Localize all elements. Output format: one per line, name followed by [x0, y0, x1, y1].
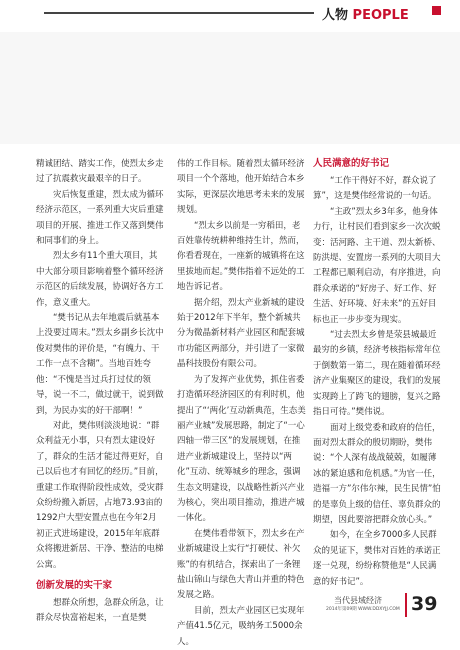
section-heading: 人民满意的好书记 — [313, 158, 390, 169]
paragraph: “过去烈太乡曾是荥县城最近最穷的乡镇，经济考核指标常年位于倒数第一第二，现在随着循环经济产业集聚区的建设，我们的发展实现跨上了跨飞的翅膀，复兴之路指日可待。”樊伟说。 — [313, 330, 441, 418]
header-photo — [0, 32, 460, 144]
paragraph: 面对上级党委和政府的信任，面对烈太群众的殷切期盼，樊伟说：“个人深有战战兢兢，如履薄冰的紧迫感和危机感。”为官一任，造福一方”尔伟尔辣，民生民情”怕的是辜负上级的信任、辜负群众的期望，因此要溶把群众放心头。” — [313, 422, 441, 525]
paragraph: 在樊伟看带领下，烈太乡在产业新城建设上实行“打硬仗、补欠账”的有机结合，探索出了一条锂盐山锦山与绿色大青山并重的特色发展之路。 — [177, 528, 305, 601]
page-number-bar — [405, 593, 407, 617]
paragraph: 对此，樊伟则淡淡地说：“群众利益无小事，只有烈太建设好了，群众的生活才能过得更好，自己以后也才有回忆的经历。”目前，重建工作取得阶段性成效，受灾群众纷纷搬入新居，占地73.93亩的1292户大型安置点也在今年2月初正式进场建设，2015年年底群众将搬进新居、干净、整洁的电梯公寓。 — [36, 420, 164, 570]
paragraph: 目前，烈太产业园区已实现年产值41.5亿元，吸纳务工5000余人。 — [177, 605, 305, 647]
section-heading: 创新发展的实干家 — [36, 579, 113, 591]
magazine-issue: 2014年第09期 WWW.DDXYJJ.COM — [326, 607, 400, 612]
paragraph: 烈太乡有11个重大项目，其中大部分项目影响着整个循环经济示范区的后续发展，协调好各方工作，意义重大。 — [36, 251, 164, 308]
header-rule — [44, 12, 314, 14]
paragraph: 精诚团结、踏实工作，使烈太乡走过了抗震救灾最艰辛的日子。 — [36, 159, 164, 185]
paragraph: “工作干得好不好，群众说了算”，这是樊伟经常说的一句话。 — [313, 176, 437, 202]
paragraph: 伟的工作目标。随着烈太循环经济项目一个个落地，他开始结合本乡实际，更深层次地思考未来的发展规划。 — [177, 159, 305, 216]
paragraph: 为了发挥产业优势，抓住省委打造循环经济园区的有利时机，他提出了“‘两化’互动新典范，生态美丽产业城”发展思路，制定了“一心四轴一带三区”的发展规划，在推进产业新城建设上，坚持以“两化”互动、统筹城乡的理念，强调生态文明建设，以战略性新兴产业为核心，突出项目推动，推进产城一体化。 — [177, 374, 306, 524]
page-number: 39 — [411, 593, 438, 615]
paragraph: “烈太乡以前是一穷稻田，老百姓靠传统耕种维持生计，然而，你看看现在，一座新的城镇将在这里拔地而起。”樊伟指着不远处的工地告诉记者。 — [177, 220, 305, 293]
paragraph: “樊书记从去年地震后就基本上没要过周末。”烈太乡副乡长沈中俊对樊伟的评价是，“有魄力、干工作一点不含糊”。当地百姓夸他：“不愧是当过兵打过仗的领导，说一不二，做过就干，说到做到，为民办实的好干部啊！” — [36, 313, 164, 416]
section-title — [322, 4, 409, 23]
paragraph: 灾后恢复重建，烈太成为循环经济示范区，一系列重大灾后重建项目的开展、推进工作又落到樊伟和同事们的身上。 — [36, 189, 164, 247]
magazine-name: 当代县域经济 — [334, 596, 382, 605]
section-label-en: PEOPLE — [352, 8, 409, 23]
section-label: 人物 — [322, 8, 349, 23]
article-column-2 — [177, 157, 306, 650]
paragraph: 想群众所想，急群众所急，让群众尽快富裕起来，一直是樊 — [36, 597, 164, 624]
paragraph: “主政”烈太乡3年多，他身体力行，让村民们看到家乡一次次蜕变：活河路、主干道、烈太新桥、防洪堤、安置房一系列的大项目大工程都已顺利启动，有序推进，向群众承诺的“好房子、好工作、好生活、好环境、好未来”的五好目标也正一步步变为现实。 — [313, 206, 441, 325]
paragraph: 据介绍，烈太产业新城的建设始于2012年下半年，整个新城共分为微晶新材料产业园区和配套城市功能区两部分，并引进了一家微晶科技股份有限公司。 — [177, 297, 305, 370]
article-column-1 — [36, 157, 165, 627]
article-column-3 — [313, 157, 443, 590]
section-marker — [432, 6, 441, 15]
paragraph: 如今，在全乡7000多人民群众的见证下，樊伟对百姓的承诺正逐一兑现，纷纷称赞他是“人民满意的好书记”。 — [313, 530, 441, 587]
